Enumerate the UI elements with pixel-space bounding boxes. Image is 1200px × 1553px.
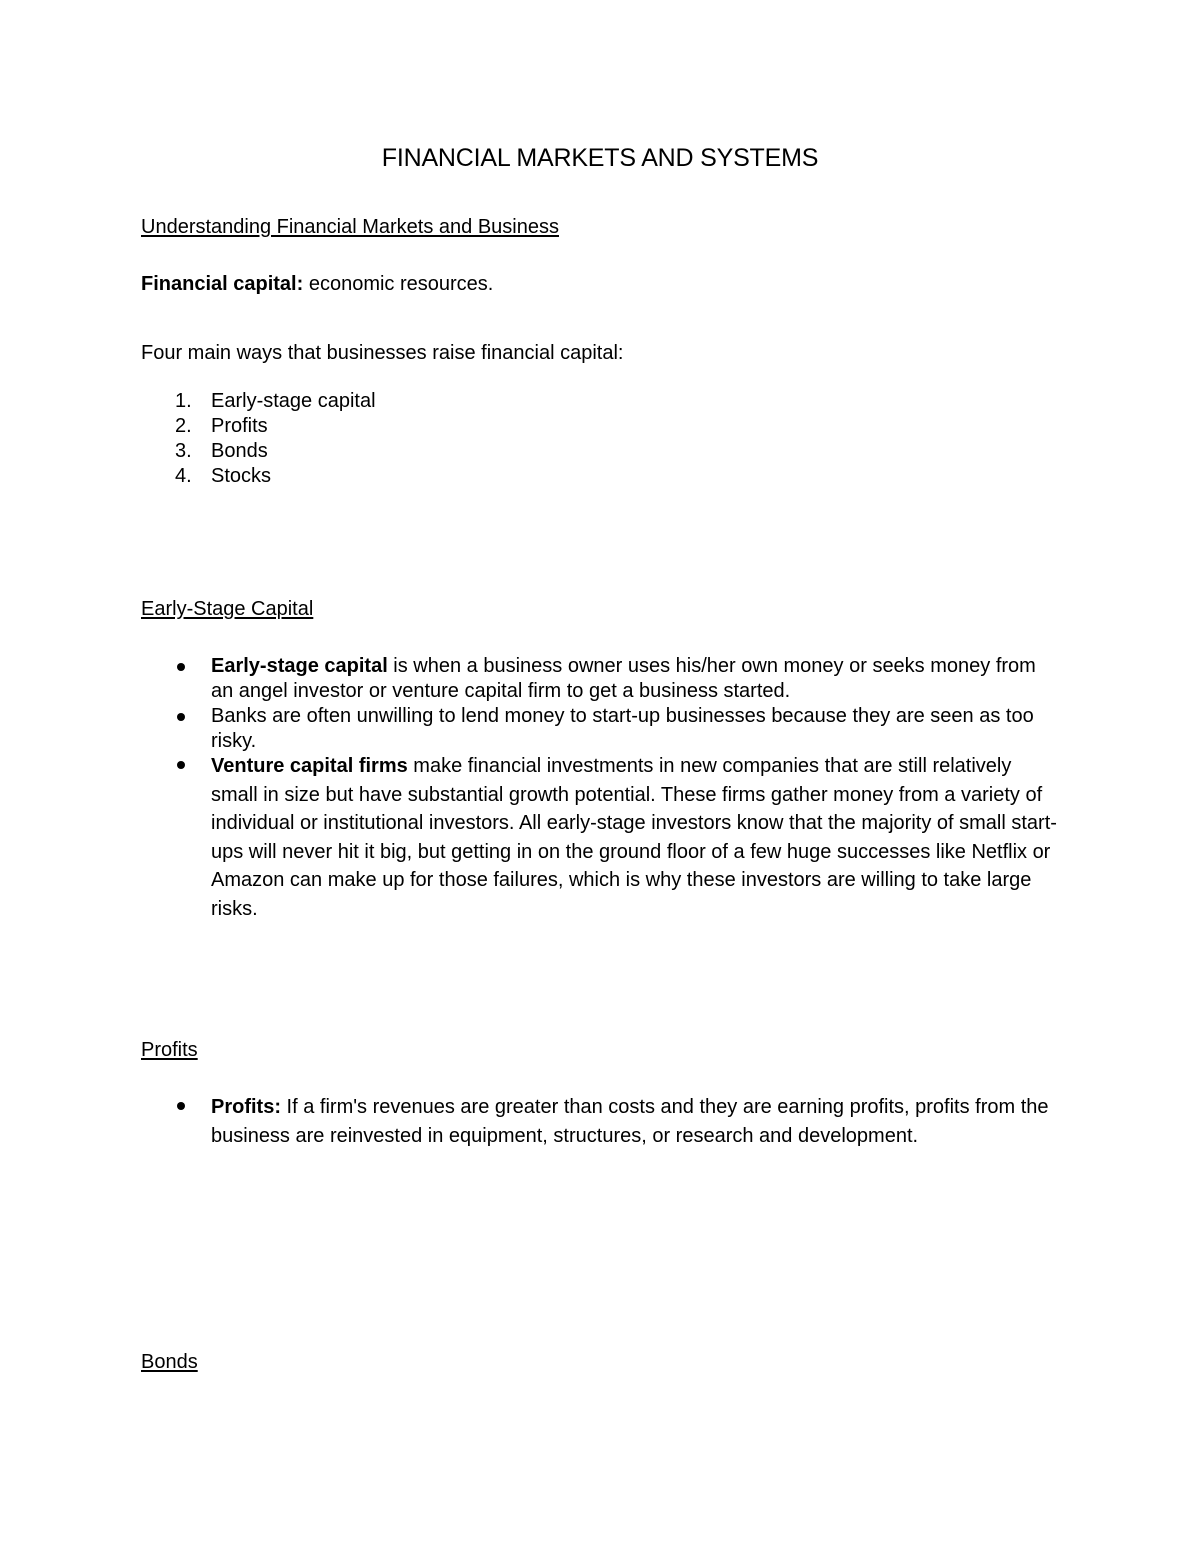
list-number: 3. — [175, 440, 192, 462]
section-heading-understanding: Understanding Financial Markets and Business — [141, 216, 559, 238]
bullet-text: Banks are often unwilling to lend money to start-up businesses because they are seen as too risky. — [211, 705, 1034, 752]
financial-capital-definition — [141, 272, 493, 297]
section-heading-early-stage: Early-Stage Capital — [141, 598, 314, 620]
page-title: FINANCIAL MARKETS AND SYSTEMS — [381, 144, 819, 172]
bullet-item-banks — [211, 704, 1061, 754]
bullet-icon — [177, 1102, 185, 1110]
bullet-term: Profits: — [211, 1096, 281, 1118]
bullet-icon — [177, 713, 185, 721]
bullet-term: Venture capital firms — [211, 755, 408, 777]
bullet-item-early-stage-capital — [211, 654, 1061, 704]
list-item-text: Profits — [211, 415, 268, 437]
bullet-icon — [177, 761, 185, 769]
bullet-term: Early-stage capital — [211, 655, 388, 677]
bullet-item-profits — [211, 1093, 1061, 1150]
definition-term: Financial capital: — [141, 273, 304, 295]
section-heading-profits: Profits — [141, 1039, 198, 1061]
list-number: 4. — [175, 465, 192, 487]
bullet-text: is when a business owner uses his/her own money or seeks money from an angel investor or venture capital firm to get a business started. — [211, 655, 1036, 702]
bullet-icon — [177, 663, 185, 671]
list-item-text: Early-stage capital — [211, 390, 376, 412]
list-number: 1. — [175, 390, 192, 412]
bullet-item-venture-capital — [211, 752, 1061, 924]
bullet-text: make financial investments in new companies that are still relatively small in size but have substantial growth potential. These firms gather money from a variety of individual or institutional investors. All early-stage investors know that the majority of small start-ups will never hit it big, but getting in on the ground floor of a few huge successes like Netflix or Amazon can make up for those failures, which is why these investors are willing to take large risks. — [211, 755, 1057, 920]
section-heading-bonds: Bonds — [141, 1351, 198, 1373]
ways-intro-text: Four main ways that businesses raise financial capital: — [141, 342, 624, 364]
bullet-text: If a firm's revenues are greater than costs and they are earning profits, profits from the business are reinvested in equipment, structures, or research and development. — [211, 1096, 1049, 1147]
list-item-text: Bonds — [211, 440, 268, 462]
list-number: 2. — [175, 415, 192, 437]
definition-text: economic resources. — [303, 273, 494, 295]
list-item-text: Stocks — [211, 465, 272, 487]
